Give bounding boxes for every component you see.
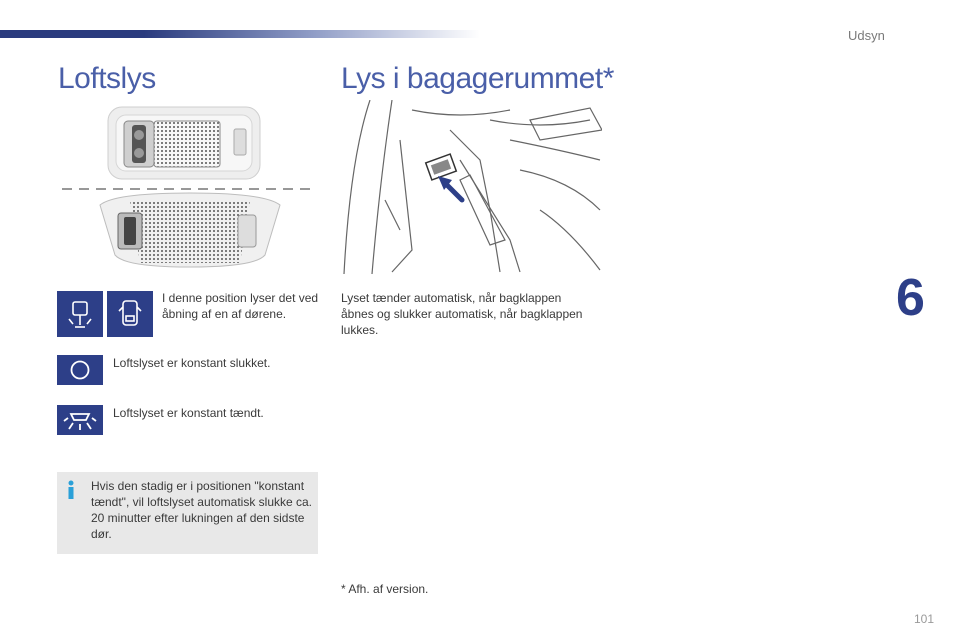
page-title-bagagerum: Lys i bagagerummet* <box>341 62 614 95</box>
page-title-loftslys: Loftslys <box>58 62 156 95</box>
trunk-light-text: Lyset tænder automatisk, når bagklappen åbnes og slukker automatisk, når bagklappen lukkes. <box>341 291 583 337</box>
footnote: * Afh. af version. <box>341 582 429 596</box>
item-text-off: Loftslyset er konstant slukket. <box>113 356 271 370</box>
chapter-number: 6 <box>896 269 925 327</box>
info-note-text: Hvis den stadig er i positionen "konstant tændt", vil loftslyset automatisk slukke ca. 20 minutter efter lukningen af den sidste dør. <box>91 479 313 541</box>
lamp-on-icon <box>57 405 103 435</box>
lamp-off-icon <box>57 355 103 385</box>
section-label: Udsyn <box>848 28 885 43</box>
info-note <box>57 472 318 554</box>
trunk-light-illustration <box>340 100 602 275</box>
item-text-door: I denne position lyser det ved åbning af en af dørene. <box>162 291 319 321</box>
door-light-icon-a <box>57 291 103 337</box>
item-text-on: Loftslyset er konstant tændt. <box>113 406 264 420</box>
info-icon <box>65 480 77 500</box>
page-number: 101 <box>914 612 935 626</box>
header-bar <box>0 30 480 38</box>
ceiling-light-illustration <box>60 105 320 275</box>
door-light-icon-b <box>107 291 153 337</box>
